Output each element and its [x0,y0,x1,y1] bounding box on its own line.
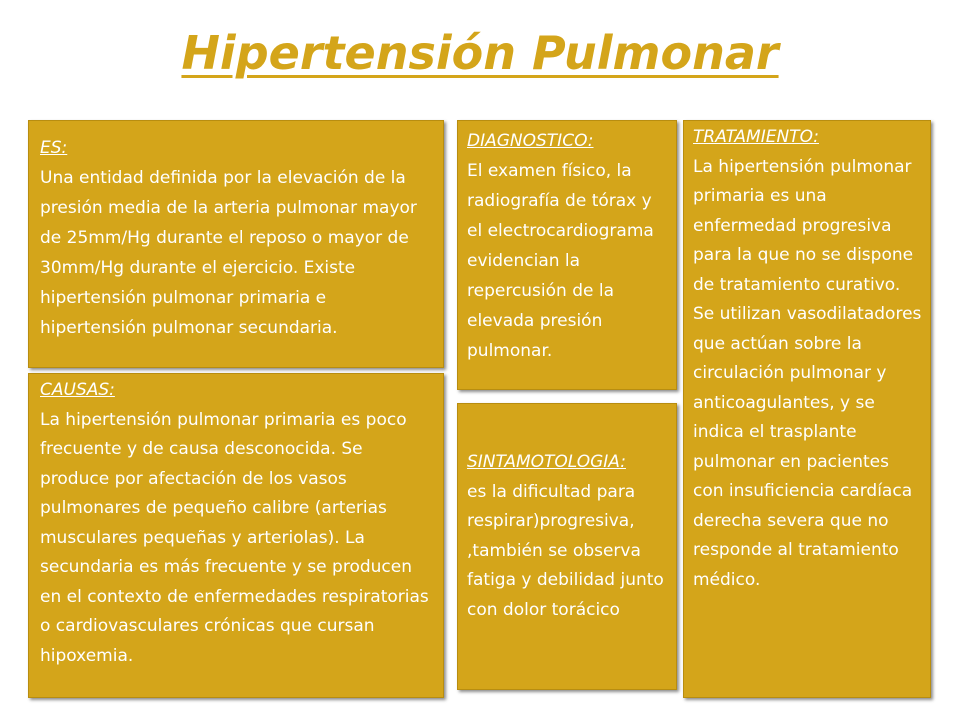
diagnosis-text: El examen físico, la radiografía de tórax y el electrocardiograma evidencian la repercusión de la elevada presión pulmonar. [467,161,654,361]
diagnosis-heading: DIAGNOSTICO: [467,131,594,151]
definition-box [28,120,444,368]
treatment-text: La hipertensión pulmonar primaria es una enfermedad progresiva para la que no se dispone de tratamiento curativo. Se utilizan vasodilatadores que actúan sobre la circulación pulmonar y anticoagulantes, y se indica el trasplante pulmonar en pacientes con insuficiencia cardíaca derecha severa que no responde al tratamiento médico. [693,156,922,590]
definition-text: Una entidad definida por la elevación de la presión media de la arteria pulmonar mayor de 25mm/Hg durante el reposo o mayor de 30mm/Hg durante el ejercicio. Existe hipertensión pulmonar primaria e hipertensión pulmonar secundaria. [40,168,417,338]
diagnosis-box [457,120,677,390]
treatment-heading: TRATAMIENTO: [693,127,819,147]
symptoms-box [457,403,677,690]
symptoms-text: es la dificultad para respirar)progresiva, ,también se observa fatiga y debilidad junto con dolor torácico [467,481,664,620]
page-title: Hipertensión Pulmonar [181,26,779,80]
causes-box [28,373,444,698]
symptoms-heading: SINTAMOTOLOGIA: [467,452,626,472]
treatment-box [683,120,931,698]
causes-heading: CAUSAS: [40,380,115,400]
definition-heading: ES: [40,138,68,158]
causes-text: La hipertensión pulmonar primaria es poco frecuente y de causa desconocida. Se produce por afectación de los vasos pulmonares de pequeño calibre (arterias musculares pequeñas y arteriolas). La secundaria es más frecuente y se producen en el contexto de enfermedades respiratorias o cardiovasculares crónicas que cursan hipoxemia. [40,409,429,666]
